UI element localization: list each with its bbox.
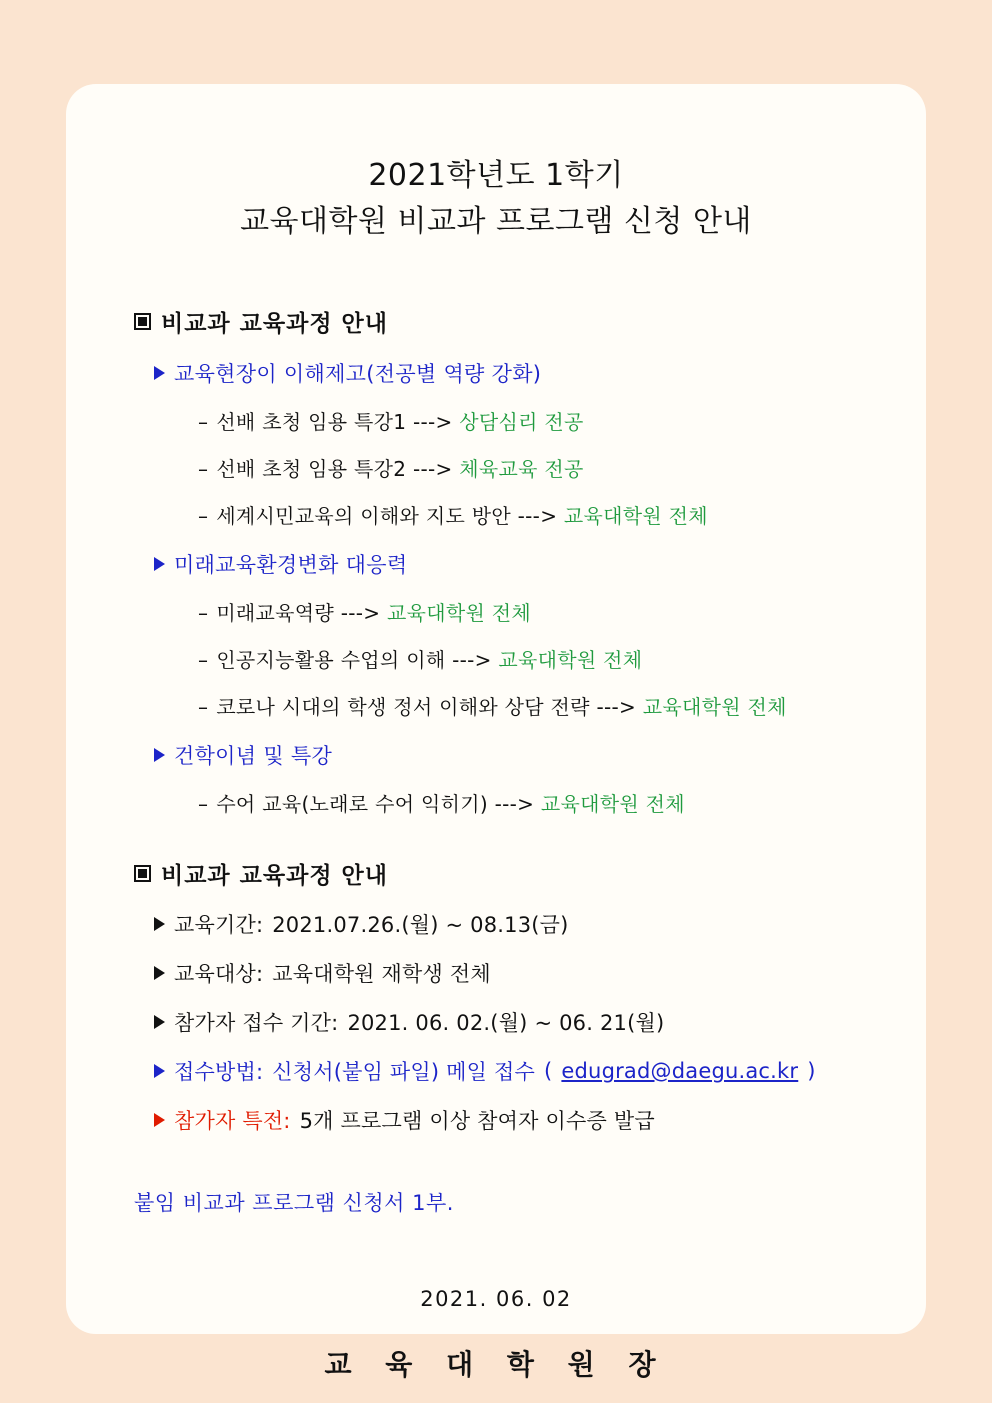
- info-value: 교육대학원 재학생 전체: [272, 962, 491, 986]
- course-name: 인공지능활용 수업의 이해: [216, 648, 446, 672]
- attachment-note: 붙임 비교과 프로그램 신청서 1부.: [134, 1191, 454, 1215]
- arrow-marker: --->: [596, 695, 637, 719]
- triangle-right-icon: [154, 1064, 165, 1078]
- info-row-period: [154, 909, 886, 939]
- info-label: 참가자 특전:: [174, 1109, 291, 1133]
- page-title: [106, 154, 886, 243]
- info-value: 2021. 06. 02.(월) ~ 06. 21(월): [347, 1011, 665, 1035]
- course-target: 체육교육 전공: [459, 457, 584, 481]
- group-label-1-text: 교육현장이 이해제고(전공별 역량 강화): [174, 362, 542, 386]
- course-name: 세계시민교육의 이해와 지도 방안: [216, 504, 511, 528]
- triangle-right-icon: [154, 366, 165, 380]
- triangle-right-icon: [154, 1015, 165, 1029]
- list-item: [198, 406, 886, 435]
- arrow-marker: --->: [494, 792, 535, 816]
- info-value: 5개 프로그램 이상 참여자 이수증 발급: [299, 1109, 655, 1133]
- title-line-1: 2021학년도 1학기: [368, 158, 624, 193]
- info-value: 2021.07.26.(월) ~ 08.13(금): [272, 913, 569, 937]
- triangle-right-icon: [154, 966, 165, 980]
- list-item: [198, 597, 886, 626]
- dash-marker: –: [198, 601, 209, 625]
- info-value: 신청서(붙임 파일) 메일 접수: [272, 1060, 535, 1084]
- course-target: 교육대학원 전체: [498, 648, 643, 672]
- dash-marker: –: [198, 457, 209, 481]
- list-item: [198, 691, 886, 720]
- course-name: 선배 초청 임용 특강1: [216, 410, 407, 434]
- dash-marker: –: [198, 695, 209, 719]
- triangle-right-icon: [154, 748, 165, 762]
- email-paren-close: ): [807, 1059, 816, 1083]
- triangle-right-icon: [154, 557, 165, 571]
- section1-heading-label: 비교과 교육과정 안내: [161, 311, 388, 337]
- arrow-marker: --->: [412, 457, 453, 481]
- group-label-1: [154, 358, 886, 388]
- group-label-2-text: 미래교육환경변화 대응력: [174, 553, 408, 577]
- signer-title: 교 육 대 학 원 장: [324, 1348, 668, 1381]
- arrow-marker: --->: [412, 410, 453, 434]
- list-item: [198, 453, 886, 482]
- email-link[interactable]: edugrad@daegu.ac.kr: [561, 1059, 799, 1083]
- course-target: 교육대학원 전체: [642, 695, 787, 719]
- dash-marker: –: [198, 792, 209, 816]
- section2-heading-label: 비교과 교육과정 안내: [161, 863, 388, 889]
- info-row-audience: [154, 958, 886, 988]
- filled-square-icon: [134, 865, 151, 882]
- list-item: [198, 500, 886, 529]
- issue-date: 2021. 06. 02: [420, 1287, 572, 1311]
- arrow-marker: --->: [452, 648, 492, 672]
- dash-marker: –: [198, 410, 209, 434]
- filled-square-icon: [134, 313, 151, 330]
- list-item: [198, 644, 886, 673]
- list-item: [198, 788, 886, 817]
- info-label: 접수방법:: [174, 1060, 264, 1084]
- group-label-2: [154, 549, 886, 579]
- info-label: 교육대상:: [174, 962, 264, 986]
- dash-marker: –: [198, 648, 209, 672]
- group-label-3: [154, 740, 886, 770]
- info-row-application-period: [154, 1007, 886, 1037]
- arrow-marker: --->: [340, 601, 381, 625]
- course-target: 상담심리 전공: [459, 410, 584, 434]
- course-name: 미래교육역량: [216, 601, 335, 625]
- info-row-application-method: [154, 1056, 886, 1086]
- title-line-2: 교육대학원 비교과 프로그램 신청 안내: [240, 203, 752, 239]
- document-page: [66, 84, 926, 1381]
- info-label: 교육기간:: [174, 913, 264, 937]
- course-name: 선배 초청 임용 특강2: [216, 457, 407, 481]
- triangle-right-icon: [154, 1113, 165, 1127]
- course-target: 교육대학원 전체: [540, 792, 685, 816]
- course-name: 수어 교육(노래로 수어 익히기): [216, 792, 488, 816]
- section-heading-curriculum: [134, 305, 886, 338]
- email-paren-open: (: [544, 1059, 553, 1083]
- course-target: 교육대학원 전체: [387, 601, 531, 625]
- dash-marker: –: [198, 504, 209, 528]
- info-row-benefit: [154, 1105, 886, 1135]
- triangle-right-icon: [154, 917, 165, 931]
- group-label-3-text: 건학이념 및 특강: [174, 744, 333, 768]
- info-label: 참가자 접수 기간:: [174, 1011, 339, 1035]
- course-target: 교육대학원 전체: [563, 504, 708, 528]
- section-heading-details: [134, 857, 886, 890]
- course-name: 코로나 시대의 학생 정서 이해와 상담 전략: [216, 695, 590, 719]
- arrow-marker: --->: [517, 504, 558, 528]
